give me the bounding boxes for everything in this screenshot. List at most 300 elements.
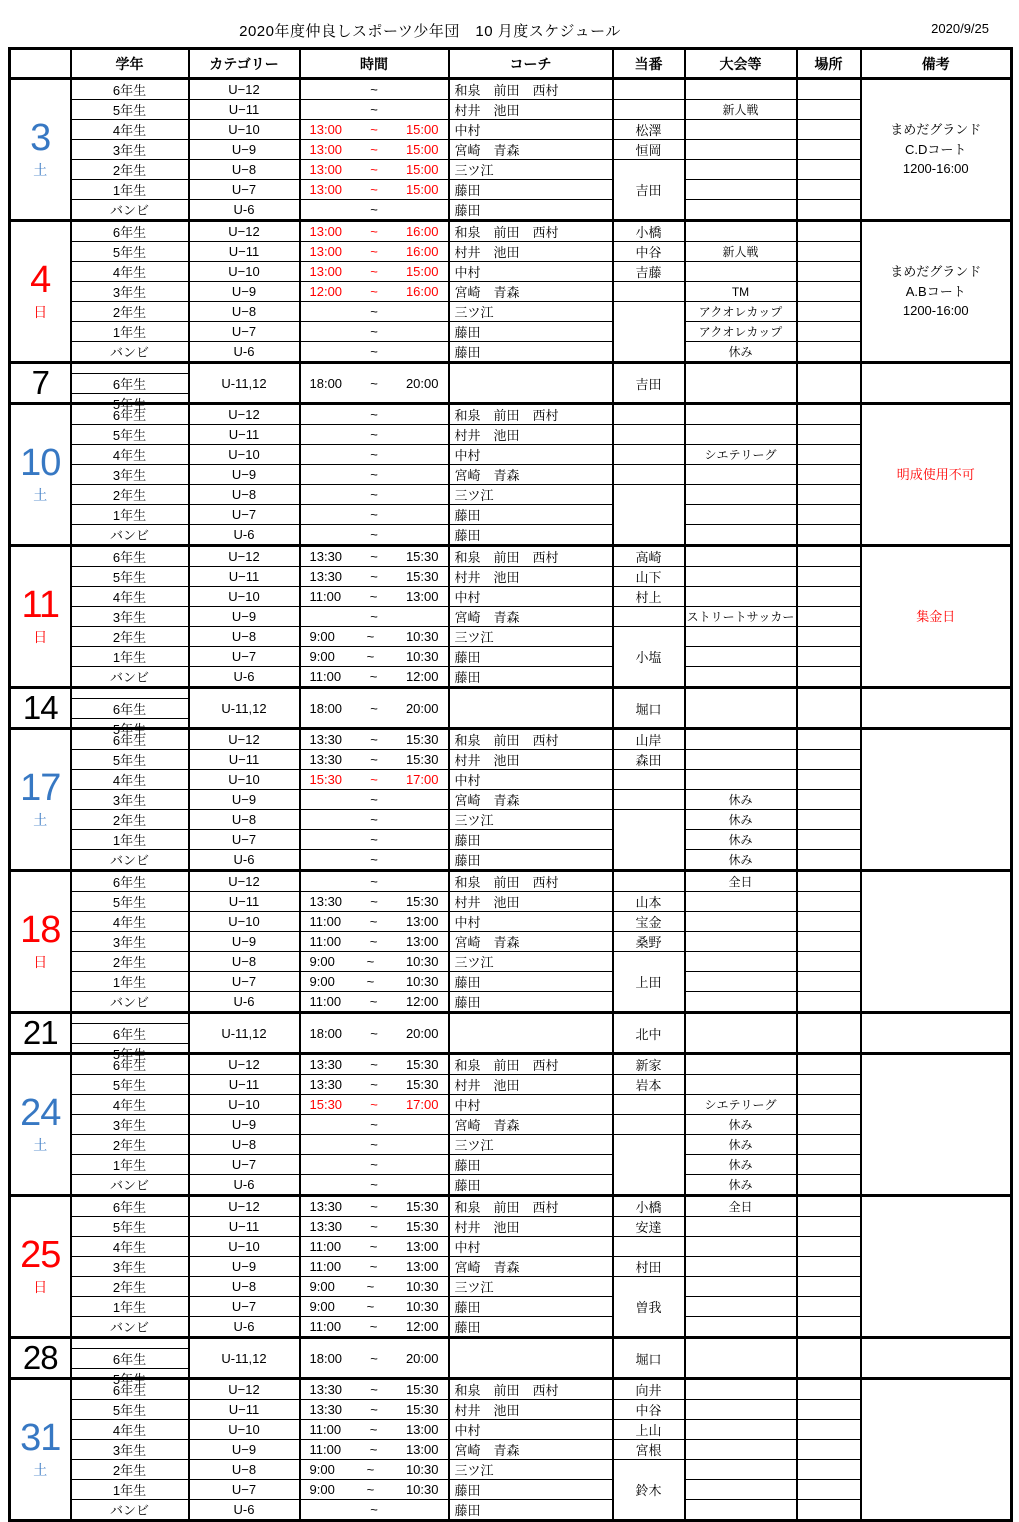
duty-cell: 松澤	[613, 120, 685, 140]
time-end: 10:30	[405, 1482, 439, 1497]
time-tilde: ~	[366, 954, 375, 969]
time-tilde: ~	[370, 1077, 378, 1092]
time-range	[301, 649, 448, 664]
grade-label: 6年生	[72, 1023, 188, 1043]
place-cell	[797, 1317, 861, 1338]
time-tilde: ~	[370, 1350, 378, 1366]
time-end: 13:00	[405, 1259, 439, 1274]
grade-cell	[71, 1338, 189, 1387]
time-tilde: ~	[370, 467, 378, 482]
coach-cell	[449, 1338, 613, 1379]
remarks-cell	[861, 729, 1012, 871]
remarks-cell	[861, 1054, 1012, 1196]
coach-cell: 村井 池田	[449, 1217, 613, 1237]
date-block-25	[10, 1196, 1012, 1338]
time-tilde: ~	[370, 427, 378, 442]
grade-stack	[72, 1018, 188, 1062]
time-range	[301, 832, 448, 847]
time-tilde: ~	[370, 264, 378, 279]
time-range	[301, 1137, 448, 1152]
coach-cell: 宮崎 青森	[449, 1440, 613, 1460]
category-cell: U−11	[189, 892, 300, 912]
category-cell: U−8	[189, 1460, 300, 1480]
duty-cell: 鈴木	[613, 1460, 685, 1521]
grade-cell: 6年生	[71, 546, 189, 567]
grade-cell: 1年生	[71, 1155, 189, 1175]
time-end: 12:00	[405, 1319, 439, 1334]
event-cell	[685, 1297, 797, 1317]
grade-cell: バンビ	[71, 1500, 189, 1521]
event-cell: アクオレカップ	[685, 322, 797, 342]
time-range	[301, 447, 448, 462]
place-cell	[797, 1480, 861, 1500]
place-cell	[797, 850, 861, 871]
coach-cell: 村井 池田	[449, 425, 613, 445]
event-cell: 休み	[685, 790, 797, 810]
schedule-row	[10, 1338, 1012, 1379]
time-end: 15:30	[405, 569, 439, 584]
time-tilde: ~	[370, 894, 378, 909]
grade-cell: 4年生	[71, 912, 189, 932]
event-cell: ストリートサッカー	[685, 607, 797, 627]
event-cell	[685, 1277, 797, 1297]
category-cell: U-6	[189, 992, 300, 1013]
page-title: 2020年度仲良しスポーツ少年団 10 月度スケジュール	[239, 23, 621, 40]
duty-cell	[613, 1095, 685, 1115]
time-range	[301, 609, 448, 624]
schedule-row	[10, 363, 1012, 404]
coach-cell: 宮崎 青森	[449, 1115, 613, 1135]
duty-cell: 吉田	[613, 363, 685, 404]
time-start: 12:00	[309, 284, 343, 299]
duty-cell	[613, 404, 685, 425]
time-tilde: ~	[366, 1462, 375, 1477]
category-cell: U−9	[189, 932, 300, 952]
coach-cell: 三ツ江	[449, 485, 613, 505]
time-start: 13:30	[309, 1219, 343, 1234]
place-cell	[797, 647, 861, 667]
place-cell	[797, 790, 861, 810]
event-cell	[685, 1440, 797, 1460]
category-cell: U−10	[189, 445, 300, 465]
remarks-cell	[861, 79, 1012, 221]
time-end: 20:00	[405, 1350, 439, 1366]
category-cell: U−8	[189, 952, 300, 972]
time-tilde: ~	[369, 994, 378, 1009]
date-block-7	[10, 363, 1012, 412]
time-start: 13:30	[309, 752, 343, 767]
date-block-4	[10, 221, 1012, 363]
coach-cell: 藤田	[449, 322, 613, 342]
grade-cell: 4年生	[71, 770, 189, 790]
time-range	[301, 752, 448, 767]
place-cell	[797, 302, 861, 322]
coach-cell: 和泉 前田 西村	[449, 79, 613, 100]
coach-cell: 三ツ江	[449, 627, 613, 647]
duty-cell: 桑野	[613, 932, 685, 952]
time-start: 13:00	[309, 122, 343, 137]
place-cell	[797, 79, 861, 100]
schedule-row	[10, 871, 1012, 892]
grade-cell: 3年生	[71, 1257, 189, 1277]
grade-stack	[72, 693, 188, 737]
remarks-cell	[861, 688, 1012, 729]
time-cell	[300, 607, 449, 627]
time-cell	[300, 242, 449, 262]
time-end: 15:30	[405, 1199, 439, 1214]
time-end: 16:00	[405, 244, 439, 259]
weekday-label: 土	[33, 1137, 48, 1153]
coach-cell: 藤田	[449, 505, 613, 525]
time-tilde: ~	[370, 284, 378, 299]
remarks-line: 集金日	[916, 608, 956, 624]
time-tilde: ~	[370, 1199, 378, 1214]
time-range	[301, 569, 448, 584]
category-cell: U−9	[189, 607, 300, 627]
grade-cell: 5年生	[71, 1217, 189, 1237]
grade-cell: 2年生	[71, 1460, 189, 1480]
coach-cell: 宮崎 青森	[449, 140, 613, 160]
col-header-date	[10, 49, 71, 79]
category-cell: U-6	[189, 342, 300, 363]
grade-cell: 1年生	[71, 180, 189, 200]
category-cell: U−11	[189, 750, 300, 770]
coach-cell: 藤田	[449, 1480, 613, 1500]
duty-cell: 吉田	[613, 160, 685, 221]
time-start: 11:00	[309, 994, 342, 1009]
time-tilde: ~	[366, 1299, 375, 1314]
time-start: 9:00	[309, 629, 335, 644]
category-cell: U−7	[189, 505, 300, 525]
time-cell	[300, 688, 449, 729]
date-cell	[10, 363, 71, 404]
grade-cell: 4年生	[71, 587, 189, 607]
category-cell: U−7	[189, 972, 300, 992]
grade-cell: バンビ	[71, 850, 189, 871]
grade-cell	[71, 363, 189, 412]
col-header-event: 大会等	[685, 49, 797, 79]
time-tilde: ~	[370, 812, 378, 827]
col-header-remarks: 備考	[861, 49, 1012, 79]
time-tilde: ~	[369, 914, 378, 929]
category-cell: U−7	[189, 322, 300, 342]
time-tilde: ~	[370, 1219, 378, 1234]
time-cell	[300, 322, 449, 342]
coach-cell	[449, 688, 613, 729]
time-range	[301, 427, 448, 442]
time-end: 10:30	[405, 954, 439, 969]
time-start: 18:00	[309, 700, 343, 716]
date-cell	[10, 221, 71, 363]
time-range	[301, 954, 448, 969]
time-range	[301, 507, 448, 522]
time-tilde: ~	[370, 487, 378, 502]
time-end: 10:30	[405, 974, 439, 989]
time-range	[301, 1077, 448, 1092]
category-cell: U−8	[189, 1135, 300, 1155]
grade-cell: 3年生	[71, 790, 189, 810]
time-cell	[300, 363, 449, 404]
time-end: 15:30	[405, 1382, 439, 1397]
date-block-17	[10, 729, 1012, 871]
time-end: 20:00	[405, 375, 439, 391]
grade-cell: 5年生	[71, 1075, 189, 1095]
coach-cell: 中村	[449, 445, 613, 465]
time-cell	[300, 770, 449, 790]
coach-cell: 藤田	[449, 667, 613, 688]
grade-cell: 2年生	[71, 627, 189, 647]
coach-cell	[449, 1013, 613, 1054]
time-range	[301, 487, 448, 502]
grade-cell: 1年生	[71, 830, 189, 850]
time-start: 13:00	[309, 162, 343, 177]
date-number: 4	[30, 259, 51, 301]
event-cell	[685, 160, 797, 180]
time-range	[301, 1219, 448, 1234]
place-cell	[797, 425, 861, 445]
grade-stack	[72, 368, 188, 412]
category-cell: U−10	[189, 587, 300, 607]
schedule-row	[10, 546, 1012, 567]
time-end: 12:00	[405, 994, 439, 1009]
event-cell	[685, 1379, 797, 1400]
time-tilde: ~	[369, 669, 378, 684]
event-cell	[685, 485, 797, 505]
place-cell	[797, 587, 861, 607]
time-tilde: ~	[370, 1402, 378, 1417]
time-end: 10:30	[405, 1279, 439, 1294]
place-cell	[797, 160, 861, 180]
time-cell	[300, 1115, 449, 1135]
category-cell: U−11	[189, 567, 300, 587]
time-tilde: ~	[366, 1482, 375, 1497]
coach-cell: 藤田	[449, 342, 613, 363]
place-cell	[797, 200, 861, 221]
event-cell	[685, 505, 797, 525]
time-tilde: ~	[369, 1319, 378, 1334]
category-cell: U−9	[189, 140, 300, 160]
time-end: 13:00	[405, 589, 439, 604]
time-range	[301, 732, 448, 747]
category-cell: U−7	[189, 1155, 300, 1175]
time-tilde: ~	[370, 832, 378, 847]
time-tilde: ~	[370, 1025, 378, 1041]
place-cell	[797, 932, 861, 952]
event-cell	[685, 892, 797, 912]
remarks-cell	[861, 1013, 1012, 1054]
time-cell	[300, 830, 449, 850]
coach-cell: 和泉 前田 西村	[449, 729, 613, 750]
event-cell	[685, 952, 797, 972]
time-range	[301, 1351, 448, 1366]
place-cell	[797, 465, 861, 485]
time-tilde: ~	[369, 1239, 378, 1254]
category-cell: U−8	[189, 810, 300, 830]
time-range	[301, 1279, 448, 1294]
time-cell	[300, 1155, 449, 1175]
time-range	[301, 894, 448, 909]
event-cell	[685, 404, 797, 425]
event-cell: 休み	[685, 1115, 797, 1135]
time-tilde: ~	[370, 182, 378, 197]
place-cell	[797, 322, 861, 342]
time-range	[301, 244, 448, 259]
time-tilde: ~	[370, 1117, 378, 1132]
time-start: 9:00	[309, 954, 335, 969]
place-cell	[797, 729, 861, 750]
duty-cell: 吉藤	[613, 262, 685, 282]
time-range	[301, 1239, 448, 1254]
category-cell: U−10	[189, 120, 300, 140]
time-tilde: ~	[370, 244, 378, 259]
event-cell	[685, 1400, 797, 1420]
event-cell: 休み	[685, 850, 797, 871]
place-cell	[797, 221, 861, 242]
time-range	[301, 852, 448, 867]
place-cell	[797, 750, 861, 770]
duty-cell: 宮根	[613, 1440, 685, 1460]
event-cell	[685, 567, 797, 587]
duty-cell	[613, 1135, 685, 1196]
event-cell	[685, 363, 797, 404]
event-cell	[685, 525, 797, 546]
place-cell	[797, 1500, 861, 1521]
time-tilde: ~	[370, 344, 378, 359]
category-cell: U−9	[189, 1257, 300, 1277]
time-end: 13:00	[405, 934, 439, 949]
event-cell: 休み	[685, 810, 797, 830]
time-range	[301, 1319, 448, 1334]
category-cell: U−12	[189, 221, 300, 242]
place-cell	[797, 627, 861, 647]
duty-cell: 安達	[613, 1217, 685, 1237]
duty-cell: 山岸	[613, 729, 685, 750]
coach-cell: 藤田	[449, 1175, 613, 1196]
time-range	[301, 1097, 448, 1112]
duty-cell	[613, 1115, 685, 1135]
grade-cell: 4年生	[71, 1237, 189, 1257]
time-start: 11:00	[309, 914, 342, 929]
time-range	[301, 1402, 448, 1417]
grade-cell: 5年生	[71, 425, 189, 445]
event-cell: シエテリーグ	[685, 1095, 797, 1115]
col-header-coach: コーチ	[449, 49, 613, 79]
date-number: 31	[20, 1417, 61, 1459]
time-cell	[300, 1379, 449, 1400]
time-end: 16:00	[405, 284, 439, 299]
coach-cell: 中村	[449, 1420, 613, 1440]
time-tilde: ~	[370, 549, 378, 564]
time-range	[301, 376, 448, 391]
duty-cell: 小塩	[613, 627, 685, 688]
place-cell	[797, 688, 861, 729]
duty-cell: 中谷	[613, 242, 685, 262]
grade-label: 5年生	[72, 393, 188, 413]
date-number: 17	[20, 767, 61, 809]
time-start: 9:00	[309, 974, 335, 989]
place-cell	[797, 404, 861, 425]
time-start: 15:30	[309, 1097, 343, 1112]
time-cell	[300, 140, 449, 160]
duty-cell: 向井	[613, 1379, 685, 1400]
time-start: 18:00	[309, 1350, 343, 1366]
coach-cell: 和泉 前田 西村	[449, 404, 613, 425]
date-cell	[10, 1054, 71, 1196]
place-cell	[797, 1257, 861, 1277]
col-header-place: 場所	[797, 49, 861, 79]
time-start: 11:00	[309, 669, 342, 684]
category-cell: U−8	[189, 302, 300, 322]
time-start: 18:00	[309, 1025, 343, 1041]
place-cell	[797, 1135, 861, 1155]
time-tilde: ~	[370, 752, 378, 767]
place-cell	[797, 952, 861, 972]
time-cell	[300, 1175, 449, 1196]
schedule-row	[10, 79, 1012, 100]
time-end: 15:30	[405, 549, 439, 564]
time-range	[301, 914, 448, 929]
date-number: 21	[22, 1014, 58, 1051]
date-cell	[10, 404, 71, 546]
coach-cell: 三ツ江	[449, 302, 613, 322]
grade-cell: バンビ	[71, 667, 189, 688]
time-start: 13:00	[309, 264, 343, 279]
category-cell: U-6	[189, 1317, 300, 1338]
place-cell	[797, 972, 861, 992]
event-cell	[685, 1420, 797, 1440]
grade-cell: 4年生	[71, 1095, 189, 1115]
time-cell	[300, 445, 449, 465]
grade-label: 6年生	[72, 698, 188, 718]
remarks-cell	[861, 221, 1012, 363]
category-cell: U−10	[189, 1095, 300, 1115]
time-start: 13:30	[309, 894, 343, 909]
place-cell	[797, 1400, 861, 1420]
duty-cell: 新家	[613, 1054, 685, 1075]
grade-cell: 6年生	[71, 221, 189, 242]
time-start: 13:30	[309, 732, 343, 747]
event-cell	[685, 1480, 797, 1500]
grade-cell: 3年生	[71, 1115, 189, 1135]
time-end: 15:00	[405, 162, 439, 177]
grade-cell: 5年生	[71, 242, 189, 262]
event-cell	[685, 1217, 797, 1237]
duty-cell: 高崎	[613, 546, 685, 567]
time-cell	[300, 546, 449, 567]
date-block-3	[10, 79, 1012, 221]
time-range	[301, 407, 448, 422]
place-cell	[797, 1420, 861, 1440]
time-range	[301, 549, 448, 564]
header-row	[10, 49, 1012, 79]
date-number: 25	[20, 1234, 61, 1276]
event-cell	[685, 667, 797, 688]
grade-label: 5年生	[72, 1368, 188, 1388]
weekday-label: 日	[33, 304, 48, 320]
time-cell	[300, 160, 449, 180]
col-header-category: カテゴリー	[189, 49, 300, 79]
time-range	[301, 122, 448, 137]
time-cell	[300, 1095, 449, 1115]
category-cell: U−8	[189, 1277, 300, 1297]
grade-cell: 4年生	[71, 1420, 189, 1440]
time-tilde: ~	[370, 162, 378, 177]
duty-cell	[613, 871, 685, 892]
place-cell	[797, 525, 861, 546]
time-end: 10:30	[405, 1299, 439, 1314]
category-cell: U−12	[189, 404, 300, 425]
coach-cell: 三ツ江	[449, 1135, 613, 1155]
